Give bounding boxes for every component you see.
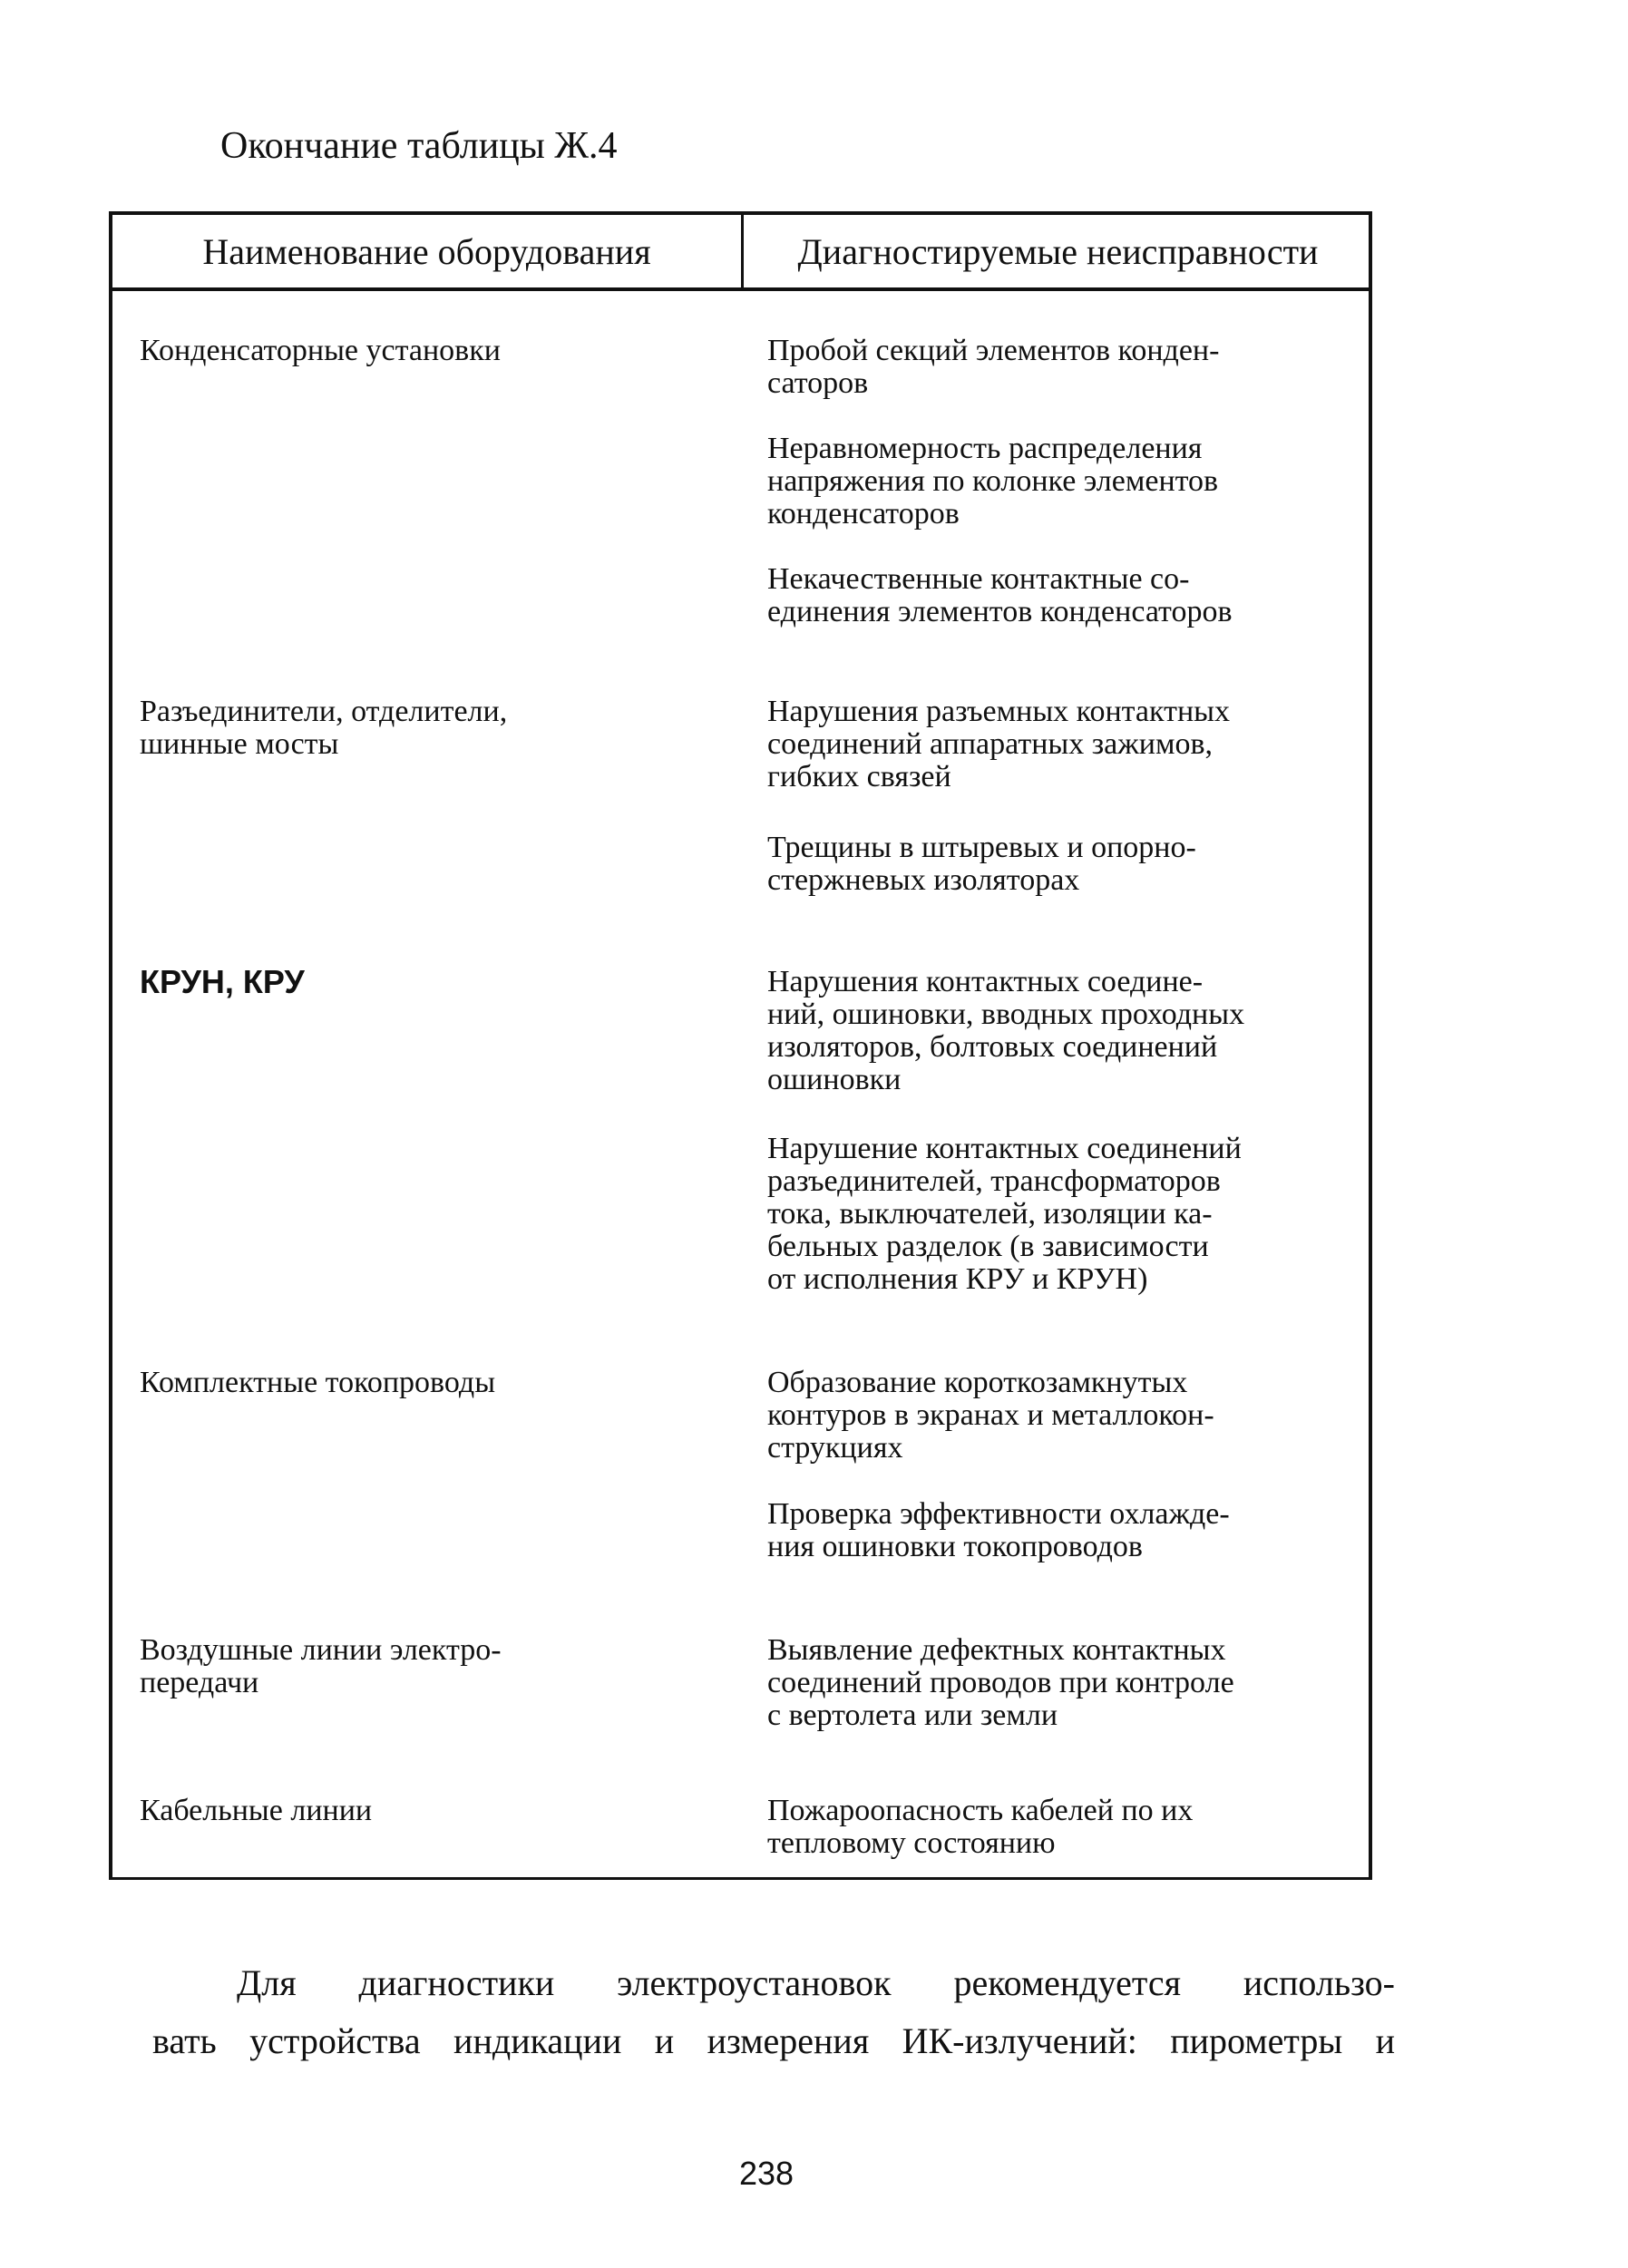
row-fault: Некачественные контактные со- единения элементов конденсаторов: [767, 562, 1233, 628]
row-equipment: Конденсаторные установки: [140, 334, 501, 367]
paragraph-line: Для диагностики электроустановок рекомендуется использо-: [237, 1962, 1395, 2003]
body-paragraph: [152, 1954, 1395, 2070]
row-equipment: Кабельные линии: [140, 1794, 373, 1827]
row-fault: Образование короткозамкнутых контуров в экранах и металлокон- струкциях: [767, 1366, 1214, 1465]
equipment-faults-table: [109, 211, 1372, 1880]
row-fault: Пожароопасность кабелей по их тепловому состоянию: [767, 1794, 1194, 1860]
row-fault: Проверка эффективности охлажде- ния ошиновки токопроводов: [767, 1497, 1230, 1563]
row-fault: Нарушение контактных соединений разъединителей, трансформаторов тока, выключателей, изоляции ка- бельных разделок (в зависимости от исполнения КРУ и КРУН): [767, 1132, 1242, 1296]
paragraph-line: вать устройства индикации и измерения ИК-излучений: пирометры и: [152, 2020, 1395, 2061]
row-equipment: Воздушные линии электро- передачи: [140, 1633, 502, 1699]
row-fault: Нарушения разъемных контактных соединений аппаратных зажимов, гибких связей: [767, 695, 1230, 793]
row-equipment: Разъединители, отделители, шинные мосты: [140, 695, 508, 761]
row-fault: Неравномерность распределения напряжения по колонке элементов конденсаторов: [767, 432, 1219, 530]
page-number: 238: [738, 2155, 795, 2192]
header-divider: [112, 287, 1369, 291]
row-fault: Нарушения контактных соедине- ний, ошиновки, вводных проходных изоляторов, болтовых соединений ошиновки: [767, 965, 1245, 1096]
header-faults: Диагностируемые неисправности: [797, 230, 1319, 272]
row-fault: Пробой секций элементов конден- саторов: [767, 334, 1220, 400]
row-fault: Трещины в штыревых и опорно- стержневых изоляторах: [767, 831, 1196, 897]
row-fault: Выявление дефектных контактных соединений проводов при контроле с вертолета или земли: [767, 1633, 1234, 1732]
table-caption: Окончание таблицы Ж.4: [220, 125, 618, 167]
header-equipment: Наименование оборудования: [202, 230, 651, 272]
row-equipment: Комплектные токопроводы: [140, 1366, 496, 1399]
row-equipment: КРУН, КРУ: [140, 963, 305, 1000]
